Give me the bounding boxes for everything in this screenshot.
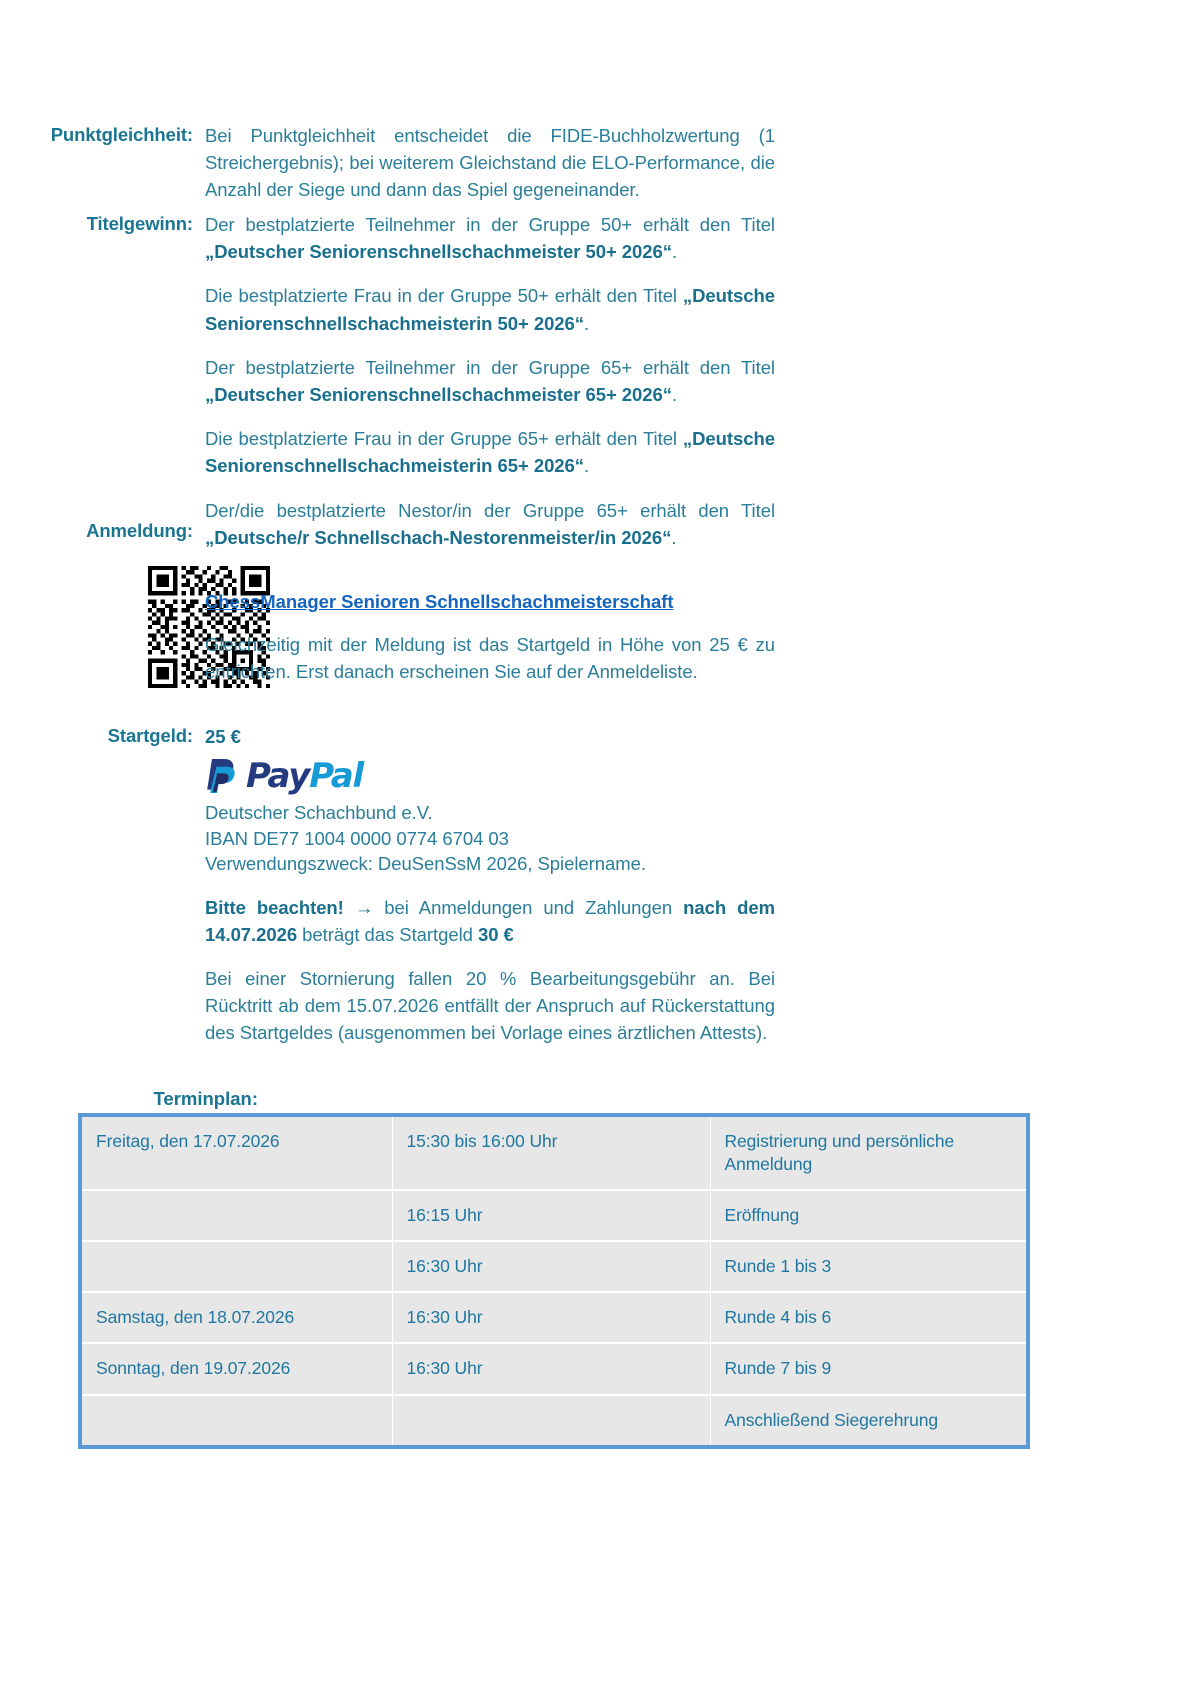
titelgewinn-tail: . [671, 241, 678, 263]
cell-day: Samstag, den 18.07.2026 [82, 1292, 392, 1343]
titelgewinn-lead: Die bestplatzierte Frau in der Gruppe 65+ erhält den Titel [205, 428, 683, 450]
section-label-anmeldung: Anmeldung: [86, 520, 193, 541]
titelgewinn-title: „Deutsche Seniorenschnellschachmeisterin 50+ 2026“ [205, 285, 775, 334]
cell-event: Runde 1 bis 3 [710, 1241, 1026, 1292]
table-row [82, 1292, 1026, 1343]
section-anmeldung-body-row [0, 588, 775, 686]
cell-event: Runde 7 bis 9 [710, 1343, 1026, 1394]
section-body-anmeldung [205, 588, 775, 686]
punktgleichheit-paragraph: Bei Punktgleichheit entscheidet die FIDE-Buchholzwertung (1 Streichergebnis); bei weiterem Gleichstand die ELO-Performance, die Anzahl der Siege und dann das Spiel gegeneinander. [205, 125, 775, 201]
cell-event: Runde 4 bis 6 [710, 1292, 1026, 1343]
titelgewinn-item [205, 425, 775, 479]
titelgewinn-item [205, 497, 775, 551]
cell-time: 16:30 Uhr [392, 1343, 710, 1394]
cell-time: 15:30 bis 16:00 Uhr [392, 1117, 710, 1190]
cell-time [392, 1395, 710, 1445]
cell-time: 16:30 Uhr [392, 1241, 710, 1292]
titelgewinn-lead: Der bestplatzierte Teilnehmer in der Gruppe 65+ erhält den Titel [205, 356, 775, 378]
section-titelgewinn [0, 211, 775, 551]
paypal-word-pay: Pay [246, 756, 310, 797]
section-startgeld [0, 723, 775, 1047]
titelgewinn-tail: . [584, 312, 590, 334]
cell-day: Freitag, den 17.07.2026 [82, 1117, 392, 1190]
titelgewinn-lead: Der bestplatzierte Teilnehmer in der Gruppe 50+ erhält den Titel [205, 214, 775, 235]
table-row [82, 1343, 1026, 1394]
paypal-wordmark [246, 756, 363, 797]
section-body-punktgleichheit [205, 122, 775, 204]
notice-bold-amount: 30 € [477, 923, 514, 945]
cell-day [82, 1395, 392, 1445]
notice-bold-date: nach dem 14.07.2026 [205, 896, 775, 945]
paypal-reference: Verwendungszweck: DeuSenSsM 2026, Spielername. [205, 853, 646, 875]
cell-time: 16:30 Uhr [392, 1292, 710, 1343]
section-anmeldung-label-row [0, 518, 205, 545]
anmeldung-paragraph: Gleichzeitig mit der Meldung ist das Startgeld in Höhe von 25 € zu entrichten. Erst danach erscheinen Sie auf der Anmeldeliste. [205, 634, 775, 683]
section-label-terminplan: Terminplan: [153, 1088, 258, 1109]
titelgewinn-item [205, 211, 775, 265]
cell-event: Anschließend Siegerehrung [710, 1395, 1026, 1445]
schedule-table-wrapper [78, 1113, 1030, 1449]
table-row [82, 1241, 1026, 1292]
titelgewinn-tail: . [584, 455, 590, 477]
titelgewinn-lead: Der/die bestplatzierte Nestor/in der Gruppe 65+ erhält den Titel [205, 499, 775, 521]
cell-day [82, 1241, 392, 1292]
section-body-titelgewinn [205, 211, 775, 551]
table-row [82, 1395, 1026, 1445]
paypal-word-pal: Pal [309, 756, 363, 797]
titelgewinn-tail: . [671, 383, 678, 405]
cell-event: Registrierung und persönliche Anmeldung [710, 1117, 1026, 1190]
notice-mid2: beträgt das Startgeld [297, 923, 478, 945]
notice-mid: bei Anmeldungen und Zahlungen [373, 896, 684, 918]
cell-day: Sonntag, den 19.07.2026 [82, 1343, 392, 1394]
startgeld-notice [205, 894, 775, 948]
anmeldung-link-paragraph [205, 588, 775, 615]
titelgewinn-tail: . [671, 526, 677, 548]
notice-arrow-icon: → [354, 896, 374, 918]
titelgewinn-title: „Deutsche Seniorenschnellschachmeisterin 65+ 2026“ [205, 428, 775, 477]
startgeld-cancellation: Bei einer Stornierung fallen 20 % Bearbeitungsgebühr an. Bei Rücktritt ab dem 15.07.2026 entfällt der Anspruch auf Rückerstattung des Startgeldes (ausgenommen bei Vorlage eines ärztlichen Attests). [205, 968, 775, 1044]
chessmanager-registration-link[interactable]: ChessManager Senioren Schnellschachmeisterschaft [205, 591, 674, 612]
titelgewinn-title: „Deutsche/r Schnellschach-Nestorenmeister/in 2026“ [205, 526, 672, 548]
schedule-table [82, 1117, 1026, 1445]
titelgewinn-item [205, 282, 775, 336]
paypal-iban: IBAN DE77 1004 0000 0774 6704 03 [205, 827, 509, 849]
titelgewinn-lead: Die bestplatzierte Frau in der Gruppe 50+ erhält den Titel [205, 285, 683, 307]
cell-event: Eröffnung [710, 1190, 1026, 1241]
titelgewinn-title: „Deutscher Seniorenschnellschachmeister 50+ 2026“ [205, 241, 672, 263]
section-label-titelgewinn: Titelgewinn: [86, 213, 193, 234]
section-punktgleichheit [0, 122, 775, 204]
section-body-startgeld [205, 723, 775, 1047]
titelgewinn-item [205, 354, 775, 408]
paypal-logo-icon [205, 756, 775, 796]
section-label-startgeld: Startgeld: [107, 725, 193, 746]
cell-day [82, 1190, 392, 1241]
paypal-mark-icon [205, 757, 239, 795]
titelgewinn-title: „Deutscher Seniorenschnellschachmeister 65+ 2026“ [205, 383, 672, 405]
cell-time: 16:15 Uhr [392, 1190, 710, 1241]
notice-bold-lead: Bitte beachten! [205, 896, 344, 918]
table-row [82, 1117, 1026, 1190]
startgeld-amount: 25 € [205, 726, 241, 747]
table-row [82, 1190, 1026, 1241]
section-label-punktgleichheit: Punktgleichheit: [50, 124, 193, 145]
paypal-account-holder: Deutscher Schachbund e.V. [205, 802, 433, 824]
